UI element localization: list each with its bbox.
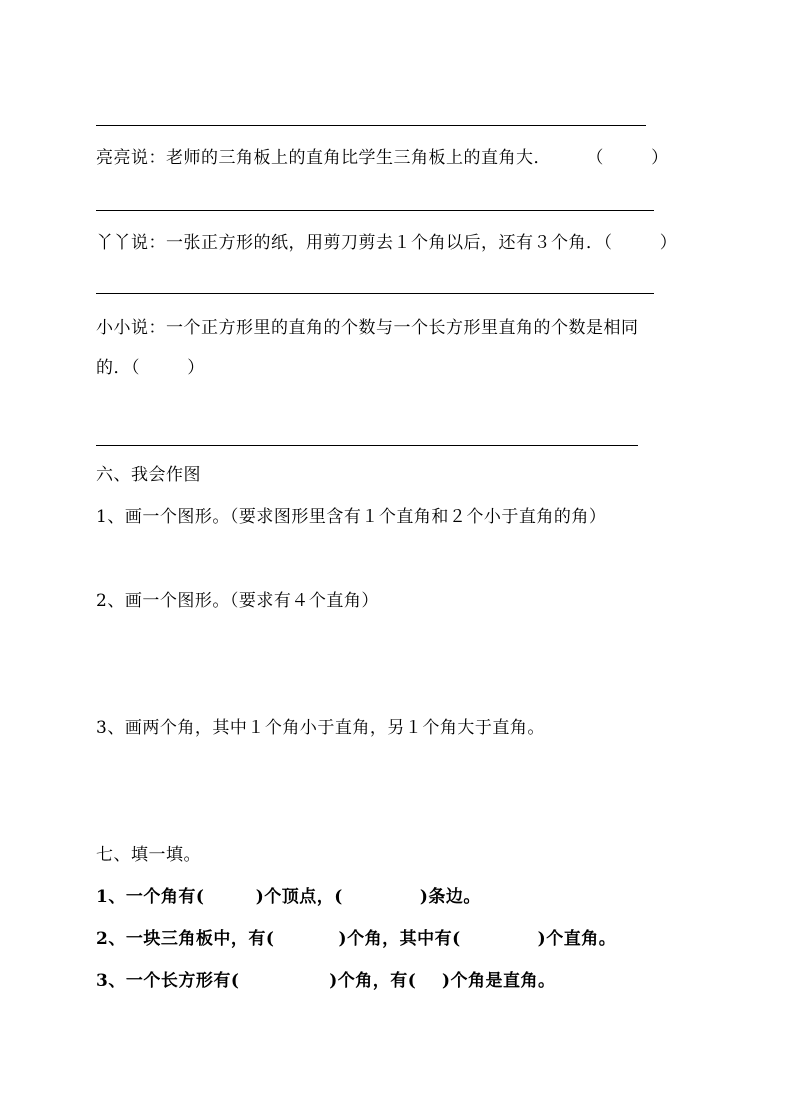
section-6-item-3: 3、画两个角，其中１个角小于直角，另１个角大于直角。 bbox=[96, 718, 545, 738]
section-7-item-3: 3、一个长方形有( )个角，有( )个角是直角。 bbox=[96, 971, 556, 991]
section-7-item-1: 1、一个角有( )个顶点，( )条边。 bbox=[96, 887, 481, 907]
section-7-item-2: 2、一块三角板中，有( )个角，其中有( )个直角。 bbox=[96, 929, 617, 949]
answer-line bbox=[96, 445, 638, 446]
judgment-item-3-line1: 小小说：一个正方形里的直角的个数与一个长方形里直角的个数是相同 bbox=[96, 318, 639, 338]
judgment-item-2: 丫丫说：一张正方形的纸，用剪刀剪去１个角以后，还有３个角．（ ） bbox=[96, 233, 678, 253]
section-6-item-1: 1、画一个图形。（要求图形里含有１个直角和２个小于直角的角） bbox=[96, 507, 607, 527]
section-6-heading: 六、我会作图 bbox=[96, 465, 201, 485]
section-7-heading: 七、填一填。 bbox=[96, 845, 201, 865]
section-6-item-2: 2、画一个图形。（要求有４个直角） bbox=[96, 591, 379, 611]
answer-line bbox=[96, 293, 654, 294]
judgment-item-1: 亮亮说：老师的三角板上的直角比学生三角板上的直角大． （ ） bbox=[96, 148, 669, 168]
answer-line bbox=[96, 210, 654, 211]
answer-line bbox=[96, 125, 646, 126]
judgment-item-3-line2: 的．（ ） bbox=[96, 358, 205, 378]
